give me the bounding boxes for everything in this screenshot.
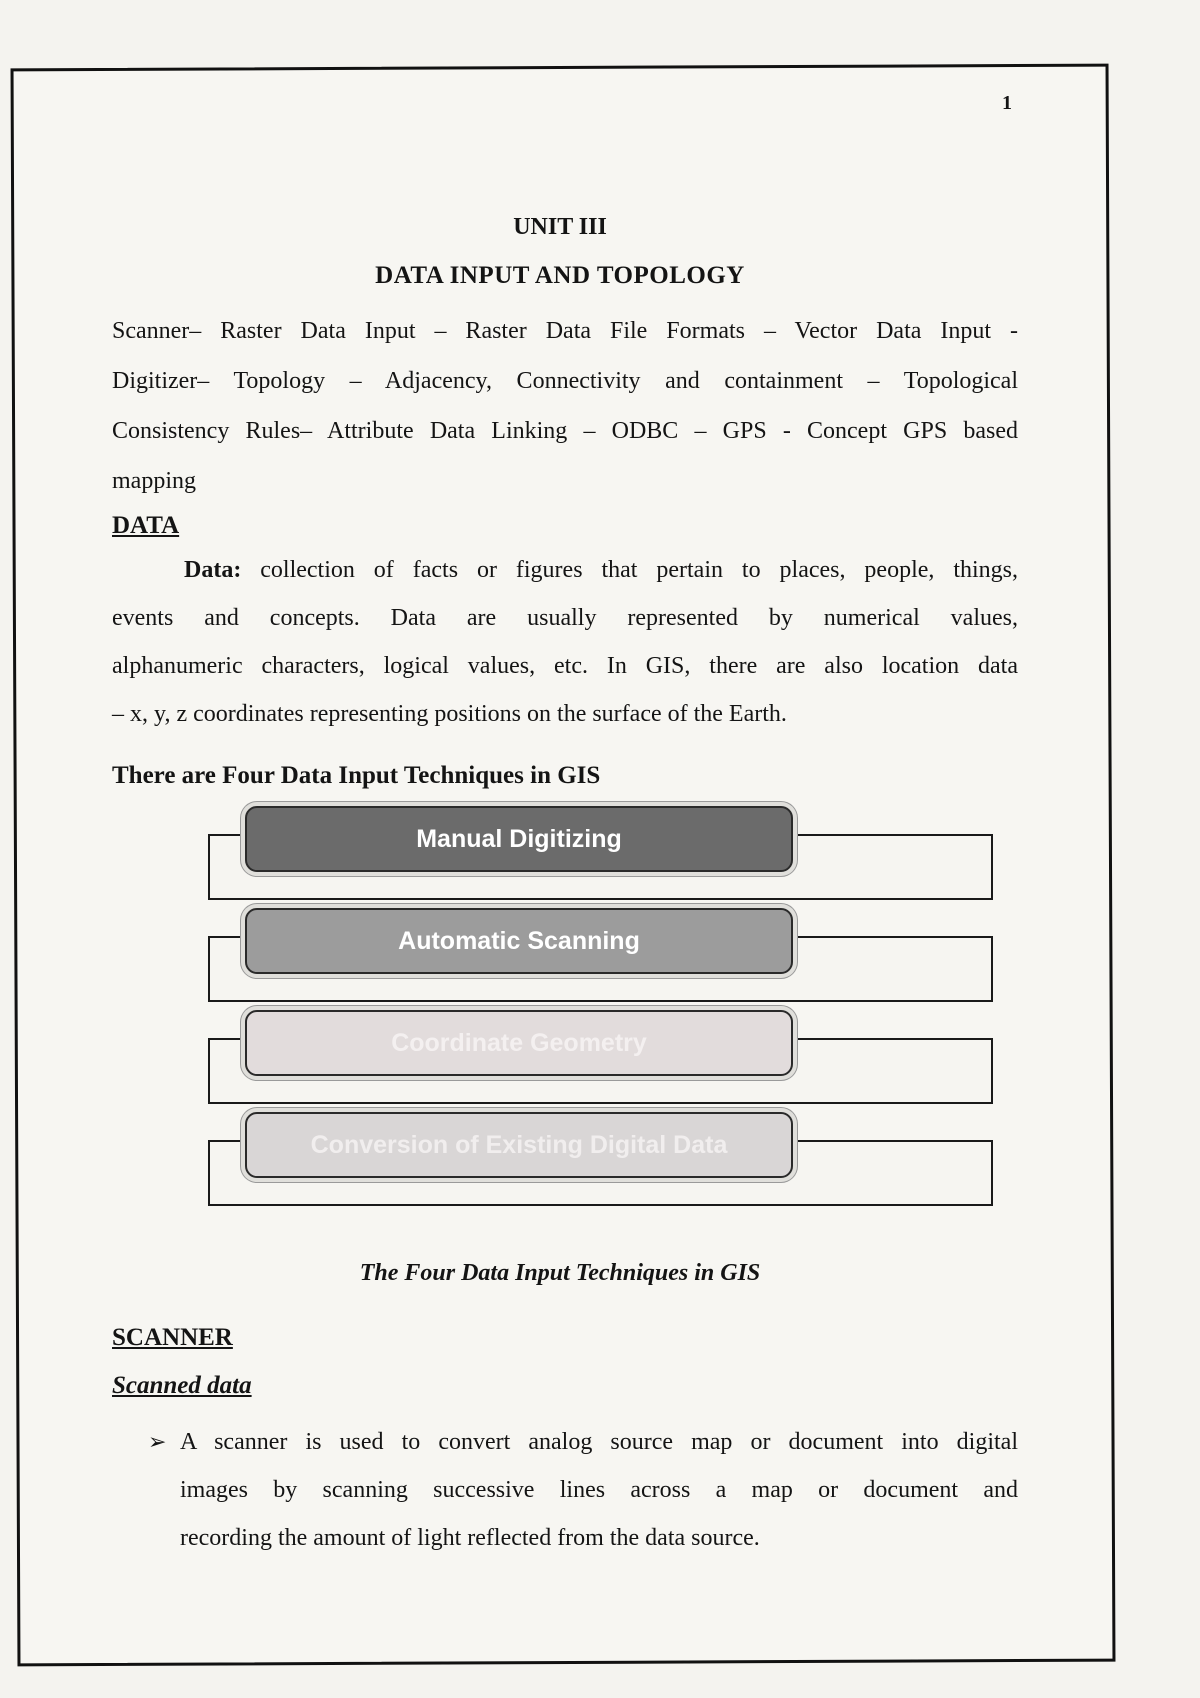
unit-title: UNIT III <box>513 214 607 240</box>
bullet-line: images by scanning successive lines across a map or document and <box>180 1477 1018 1503</box>
syllabus-text <box>112 306 1018 506</box>
paragraph-line: alphanumeric characters, logical values, etc. In GIS, there are also location data <box>112 653 1018 679</box>
data-paragraph <box>112 546 1018 738</box>
scanned-data-subheading: Scanned data <box>112 1372 252 1399</box>
syllabus-line: Scanner– Raster Data Input – Raster Data File Formats – Vector Data Input - <box>112 318 1018 344</box>
chapter-title: DATA INPUT AND TOPOLOGY <box>375 262 745 289</box>
technique-coordinate-geometry: Coordinate Geometry <box>245 1010 793 1076</box>
paragraph-line <box>112 546 1018 594</box>
syllabus-line: Digitizer– Topology – Adjacency, Connectivity and containment – Topological <box>112 368 1018 394</box>
bullet-text <box>180 1418 1018 1562</box>
scanner-heading: SCANNER <box>112 1324 233 1351</box>
bullet-line: A scanner is used to convert analog source map or document into digital <box>180 1429 1018 1455</box>
syllabus-line: Consistency Rules– Attribute Data Linking – ODBC – GPS - Concept GPS based <box>112 418 1018 444</box>
bullet-line: recording the amount of light reflected from the data source. <box>180 1525 760 1551</box>
technique-manual-digitizing: Manual Digitizing <box>245 806 793 872</box>
paragraph-line-text: collection of facts or figures that pertain to places, people, things, <box>241 557 1018 583</box>
techniques-heading: There are Four Data Input Techniques in GIS <box>112 762 601 789</box>
technique-automatic-scanning: Automatic Scanning <box>245 908 793 974</box>
data-heading: DATA <box>112 512 180 539</box>
paragraph-line: events and concepts. Data are usually represented by numerical values, <box>112 605 1018 631</box>
page-number: 1 <box>1002 92 1012 114</box>
technique-conversion-existing-data: Conversion of Existing Digital Data <box>245 1112 793 1178</box>
syllabus-line: mapping <box>112 468 196 494</box>
paragraph-line: – x, y, z coordinates representing positions on the surface of the Earth. <box>112 701 787 727</box>
data-term: Data: <box>184 557 242 583</box>
arrow-bullet-icon: ➢ <box>148 1429 167 1454</box>
figure-caption: The Four Data Input Techniques in GIS <box>359 1260 761 1286</box>
